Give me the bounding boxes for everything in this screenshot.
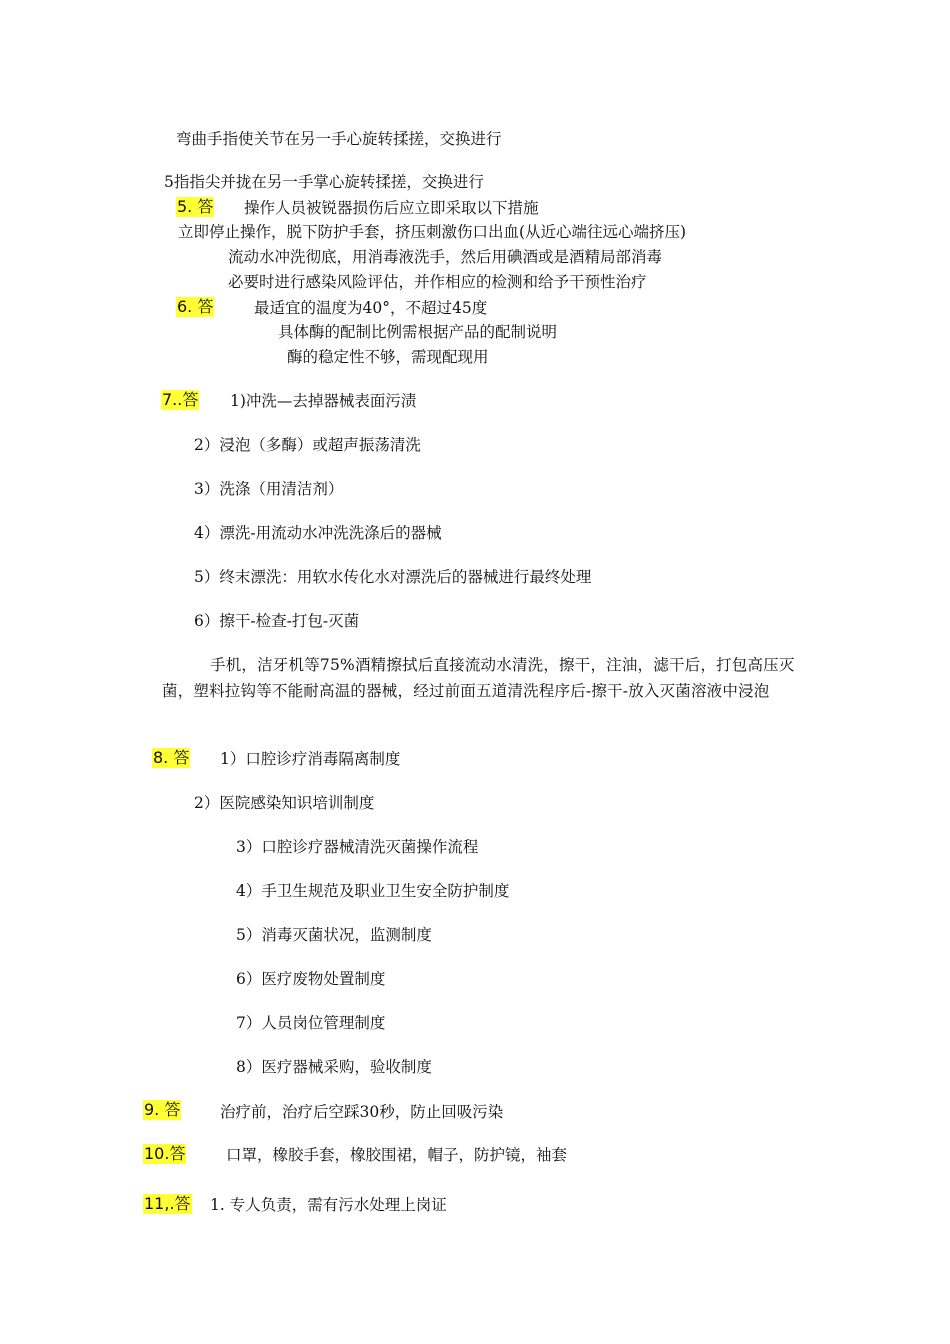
q5-line-1: 操作人员被锐器损伤后应立即采取以下措施	[244, 199, 539, 217]
answer-label-6: 6. 答	[177, 297, 214, 316]
answer-label-5: 5. 答	[177, 197, 214, 216]
answer-label-8: 8. 答	[153, 748, 190, 767]
answer-label-11: 11,.答	[144, 1194, 191, 1213]
answer-label-9: 9. 答	[144, 1100, 181, 1119]
q8-item-2: 2）医院感染知识培训制度	[194, 794, 375, 812]
answer-label-7: 7..答	[162, 390, 199, 409]
q5-line-2: 立即停止操作，脱下防护手套，挤压刺激伤口出血(从近心端往远心端挤压)	[178, 223, 687, 241]
q6-line-1: 最适宜的温度为40°，不超过45度	[254, 299, 488, 317]
q10-text: 口罩，橡胶手套，橡胶围裙，帽子，防护镜，袖套	[226, 1146, 568, 1164]
q7-step-5: 5）终末漂洗：用软水传化水对漂洗后的器械进行最终处理	[194, 568, 592, 586]
answer-label-10: 10.答	[144, 1144, 186, 1163]
q8-item-3: 3）口腔诊疗器械清洗灭菌操作流程	[236, 838, 479, 856]
q8-item-5: 5）消毒灭菌状况，监测制度	[236, 926, 432, 944]
q8-item-6: 6）医疗废物处置制度	[236, 970, 386, 988]
q5-line-4: 必要时进行感染风险评估，并作相应的检测和给予干预性治疗	[228, 273, 647, 291]
q8-item-4: 4）手卫生规范及职业卫生安全防护制度	[236, 882, 510, 900]
q8-item-8: 8）医疗器械采购，验收制度	[236, 1058, 432, 1076]
q7-step-2: 2）浸泡（多酶）或超声振荡清洗	[194, 436, 421, 454]
q8-item-1: 1）口腔诊疗消毒隔离制度	[220, 750, 401, 768]
q7-step-6: 6）擦干-检查-打包-灭菌	[194, 612, 360, 630]
q7-step-3: 3）洗涤（用清洁剂）	[194, 480, 344, 498]
q9-text: 治疗前，治疗后空踩30秒，防止回吸污染	[220, 1103, 504, 1121]
q11-text: 1. 专人负责，需有污水处理上岗证	[210, 1196, 447, 1214]
q7-step-1: 1)冲洗—去掉器械表面污渍	[230, 392, 417, 410]
q6-line-2: 具体酶的配制比例需根据产品的配制说明	[278, 323, 558, 341]
q7-paragraph: 手机，洁牙机等75%酒精擦拭后直接流动水清洗，擦干，注油，滤干后，打包高压灭菌，塑料拉钩等不能耐高温的器械，经过前面五道清洗程序后-擦干-放入灭菌溶液中浸泡	[162, 656, 795, 700]
q4-line-1: 弯曲手指使关节在另一手心旋转揉搓，交换进行	[176, 130, 502, 148]
q5-line-3: 流动水冲洗彻底，用消毒液洗手，然后用碘酒或是酒精局部消毒	[228, 248, 663, 266]
q6-line-3: 酶的稳定性不够，需现配现用	[287, 348, 489, 366]
q7-step-4: 4）漂洗-用流动水冲洗洗涤后的器械	[194, 524, 442, 542]
q8-item-7: 7）人员岗位管理制度	[236, 1014, 386, 1032]
q4-line-2: 5指指尖并拢在另一手掌心旋转揉搓，交换进行	[164, 173, 484, 191]
